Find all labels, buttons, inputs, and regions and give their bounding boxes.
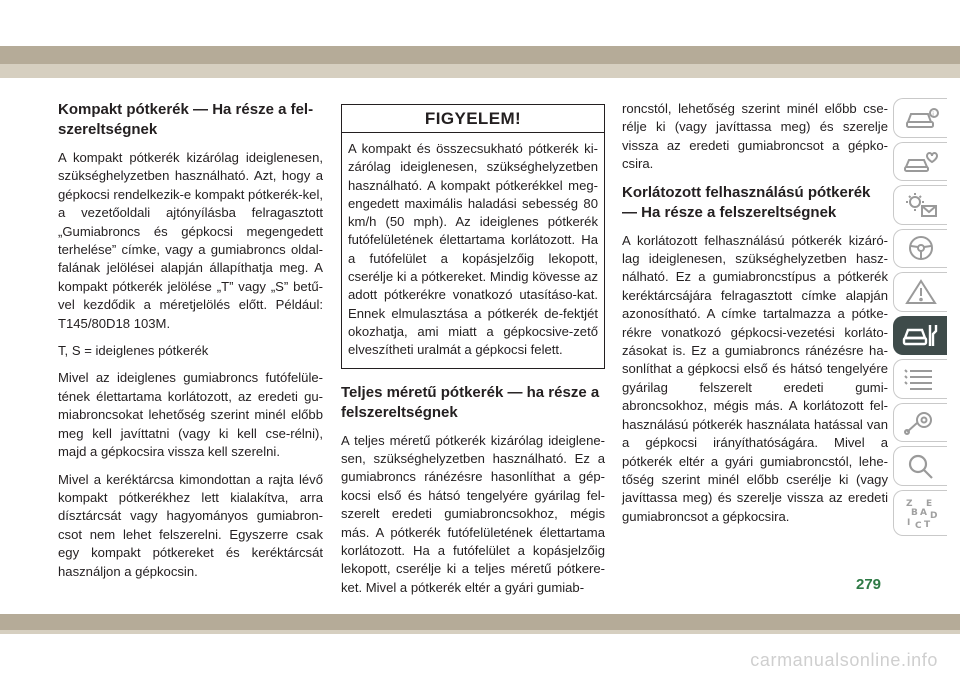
tab-starting-operating[interactable] [893,316,947,356]
paragraph: A korlátozott felhasználású pótkerék kizáró-lag ideiglenesen, szükséghelyzetben hasz-nálható. Ez a gumiabroncstípus a pótkerék keréktárcsájára felragasztott címke alapján azonosítható. A címke tartalmazza a pótke-rékre vonatkozó gépkocsi-vezetési korláto-zásokat is. Ez a gumiabroncs ránézésre ha-sonlíthat a gépkocsi első és hátsó tengelyére gyárilag felszerelt eredeti gumi-abroncsokhoz, mégis más. A korlátozott fel-használású pótkerék használata hatással van a gépkocsi irányíthatóságára. Mivel a pótkerék eltér a gyári gumiabroncstól, lehe-tőség szerint minél előbb cserélje ki (vagy javíttassa meg) és szerelje vissza az eredeti gumiabroncsot a gépkocsira. [622,232,888,524]
steering-wheel-icon [902,234,940,262]
index-letter: B [910,507,918,518]
heart-car-icon [902,147,940,175]
tab-getting-started[interactable] [893,185,947,225]
paragraph: A kompakt pótkerék kizárólag ideiglenesen, szükséghelyzetben használható. Azt, hogy a gépkocsi rendelkezik-e kompakt pótkerék-kel, a vezetőoldali ajtónyílásba felragasztott „Gumiabroncs és gépkocsi megengedett terhelése” címke, vagy a gumiabroncs oldal-falának jelölései alapján állapíthatja meg. A kompakt pótkerék jelölése „T” vagy „S” betű-vel kezdődik a méretjelölés előtt. Például: T145/80D18 103M. [58,150,323,331]
bottom-decor-band [0,614,960,630]
column-2 [341,104,605,606]
tab-car-info[interactable] [893,98,947,138]
tab-technical-specs[interactable] [893,446,947,486]
car-wrench-icon [902,321,940,349]
tab-instrument-panel[interactable] [893,229,947,269]
sun-mail-icon [902,191,940,219]
bottom-decor-band-thin [0,630,960,634]
checklist-icon [902,365,940,393]
paragraph: A teljes méretű pótkerék kizárólag ideiglene-sen, szükséghelyzetben használható. Ez a gumiabroncs ránézésre hasonlíthat a gép-kocsi első és hátsó tengelyére gyárilag fel-szerelt eredeti gumiabroncsokhoz, mégis más. A pótkerék futófelületének élettartama korlátozott. Ha a futófelület a kopásjelzőig lekopott, cserélje ki a teljes méretű pótkere-ket. Mivel a pótkerék eltér a gyári gumiab- [341,432,605,595]
svg-text:i: i [931,110,934,118]
index-letter: T [923,519,930,530]
index-letter: A [919,507,927,518]
page-number: 279 [856,576,882,593]
warning-text: A kompakt és összecsukható pótkerék ki-zárólag ideiglenesen, szükséghelyzetben használható. A kompakt pótkerékkel meg-engedett maximális haladási sebesség 80 km/h (50 mph). Az ideiglenes pótkerék futófelületének élettartama korlátozott. Ha a futófelület a kopásjelzőig lekopott, cserélje ki a pótkereket. Mindig kövesse az adott pótkerékre vonatkozó utasításo-kat. Ennek elmulasztása a pótkerék de-fektjét okozhatja, ami miatt a gépkocsive-zető elveszítheti uralmát a gépkocsi felett. [348,141,598,358]
wrench-gear-icon [902,408,940,436]
column-1 [58,100,323,590]
paragraph: roncstól, lehetőség szerint minél előbb cse-rélje ki (vagy javíttassa meg) és szerelje vissza az eredeti gumiabroncsot a gépko-csira. [622,101,888,172]
tab-safety[interactable] [893,142,947,182]
magnifier-icon [902,452,940,480]
index-letter: C [914,520,922,530]
index-letter: Z [905,498,913,509]
tab-maintenance[interactable] [893,403,947,443]
index-letter: E [925,498,932,509]
watermark: carmanualsonline.info [750,650,938,670]
alphabet-index-icon [902,496,940,530]
warning-box [341,104,605,369]
section-heading-compact-spare: Kompakt pótkerék — Ha része a fel-szereltségnek [58,101,314,138]
top-decor-band [0,0,960,62]
section-heading-full-size-spare: Teljes méretű pótkerék — ha része a felszereltségnek [341,383,600,421]
paragraph: Mivel az ideiglenes gumiabroncs futófelüle-tének élettartama korlátozott, az eredeti gu-miabroncsokat lehetőség szerint minél előbb meg kell javíttatni (vagy ki kell cse-rélni), majd a gépkocsira vissza kell szerelni. [58,370,323,460]
chapter-tabs [893,98,947,540]
warning-title: FIGYELEM! [342,105,604,133]
tab-servicing[interactable] [893,359,947,399]
column-3 [622,100,888,535]
paragraph: Mivel a keréktárcsa kimondottan a rajta lévő kompakt pótkerékhez lett kialakítva, arra dísztárcsát vagy hagyományos gumiabron-csot nem lehet felszerelni. Egyszerre csak egy kompakt pótkereket és keréktárcsát használjon a gépkocsin. [58,471,323,579]
warning-triangle-icon [902,278,940,306]
paragraph: T, S = ideiglenes pótkerék [58,343,209,359]
section-heading-limited-use-spare: Korlátozott felhasználású pótkerék — Ha része a felszereltségnek [622,183,871,221]
index-letter: I [906,517,910,528]
index-letter: D [929,510,937,521]
tab-index[interactable] [893,490,947,536]
tab-emergency[interactable] [893,272,947,312]
car-info-icon [902,104,940,132]
